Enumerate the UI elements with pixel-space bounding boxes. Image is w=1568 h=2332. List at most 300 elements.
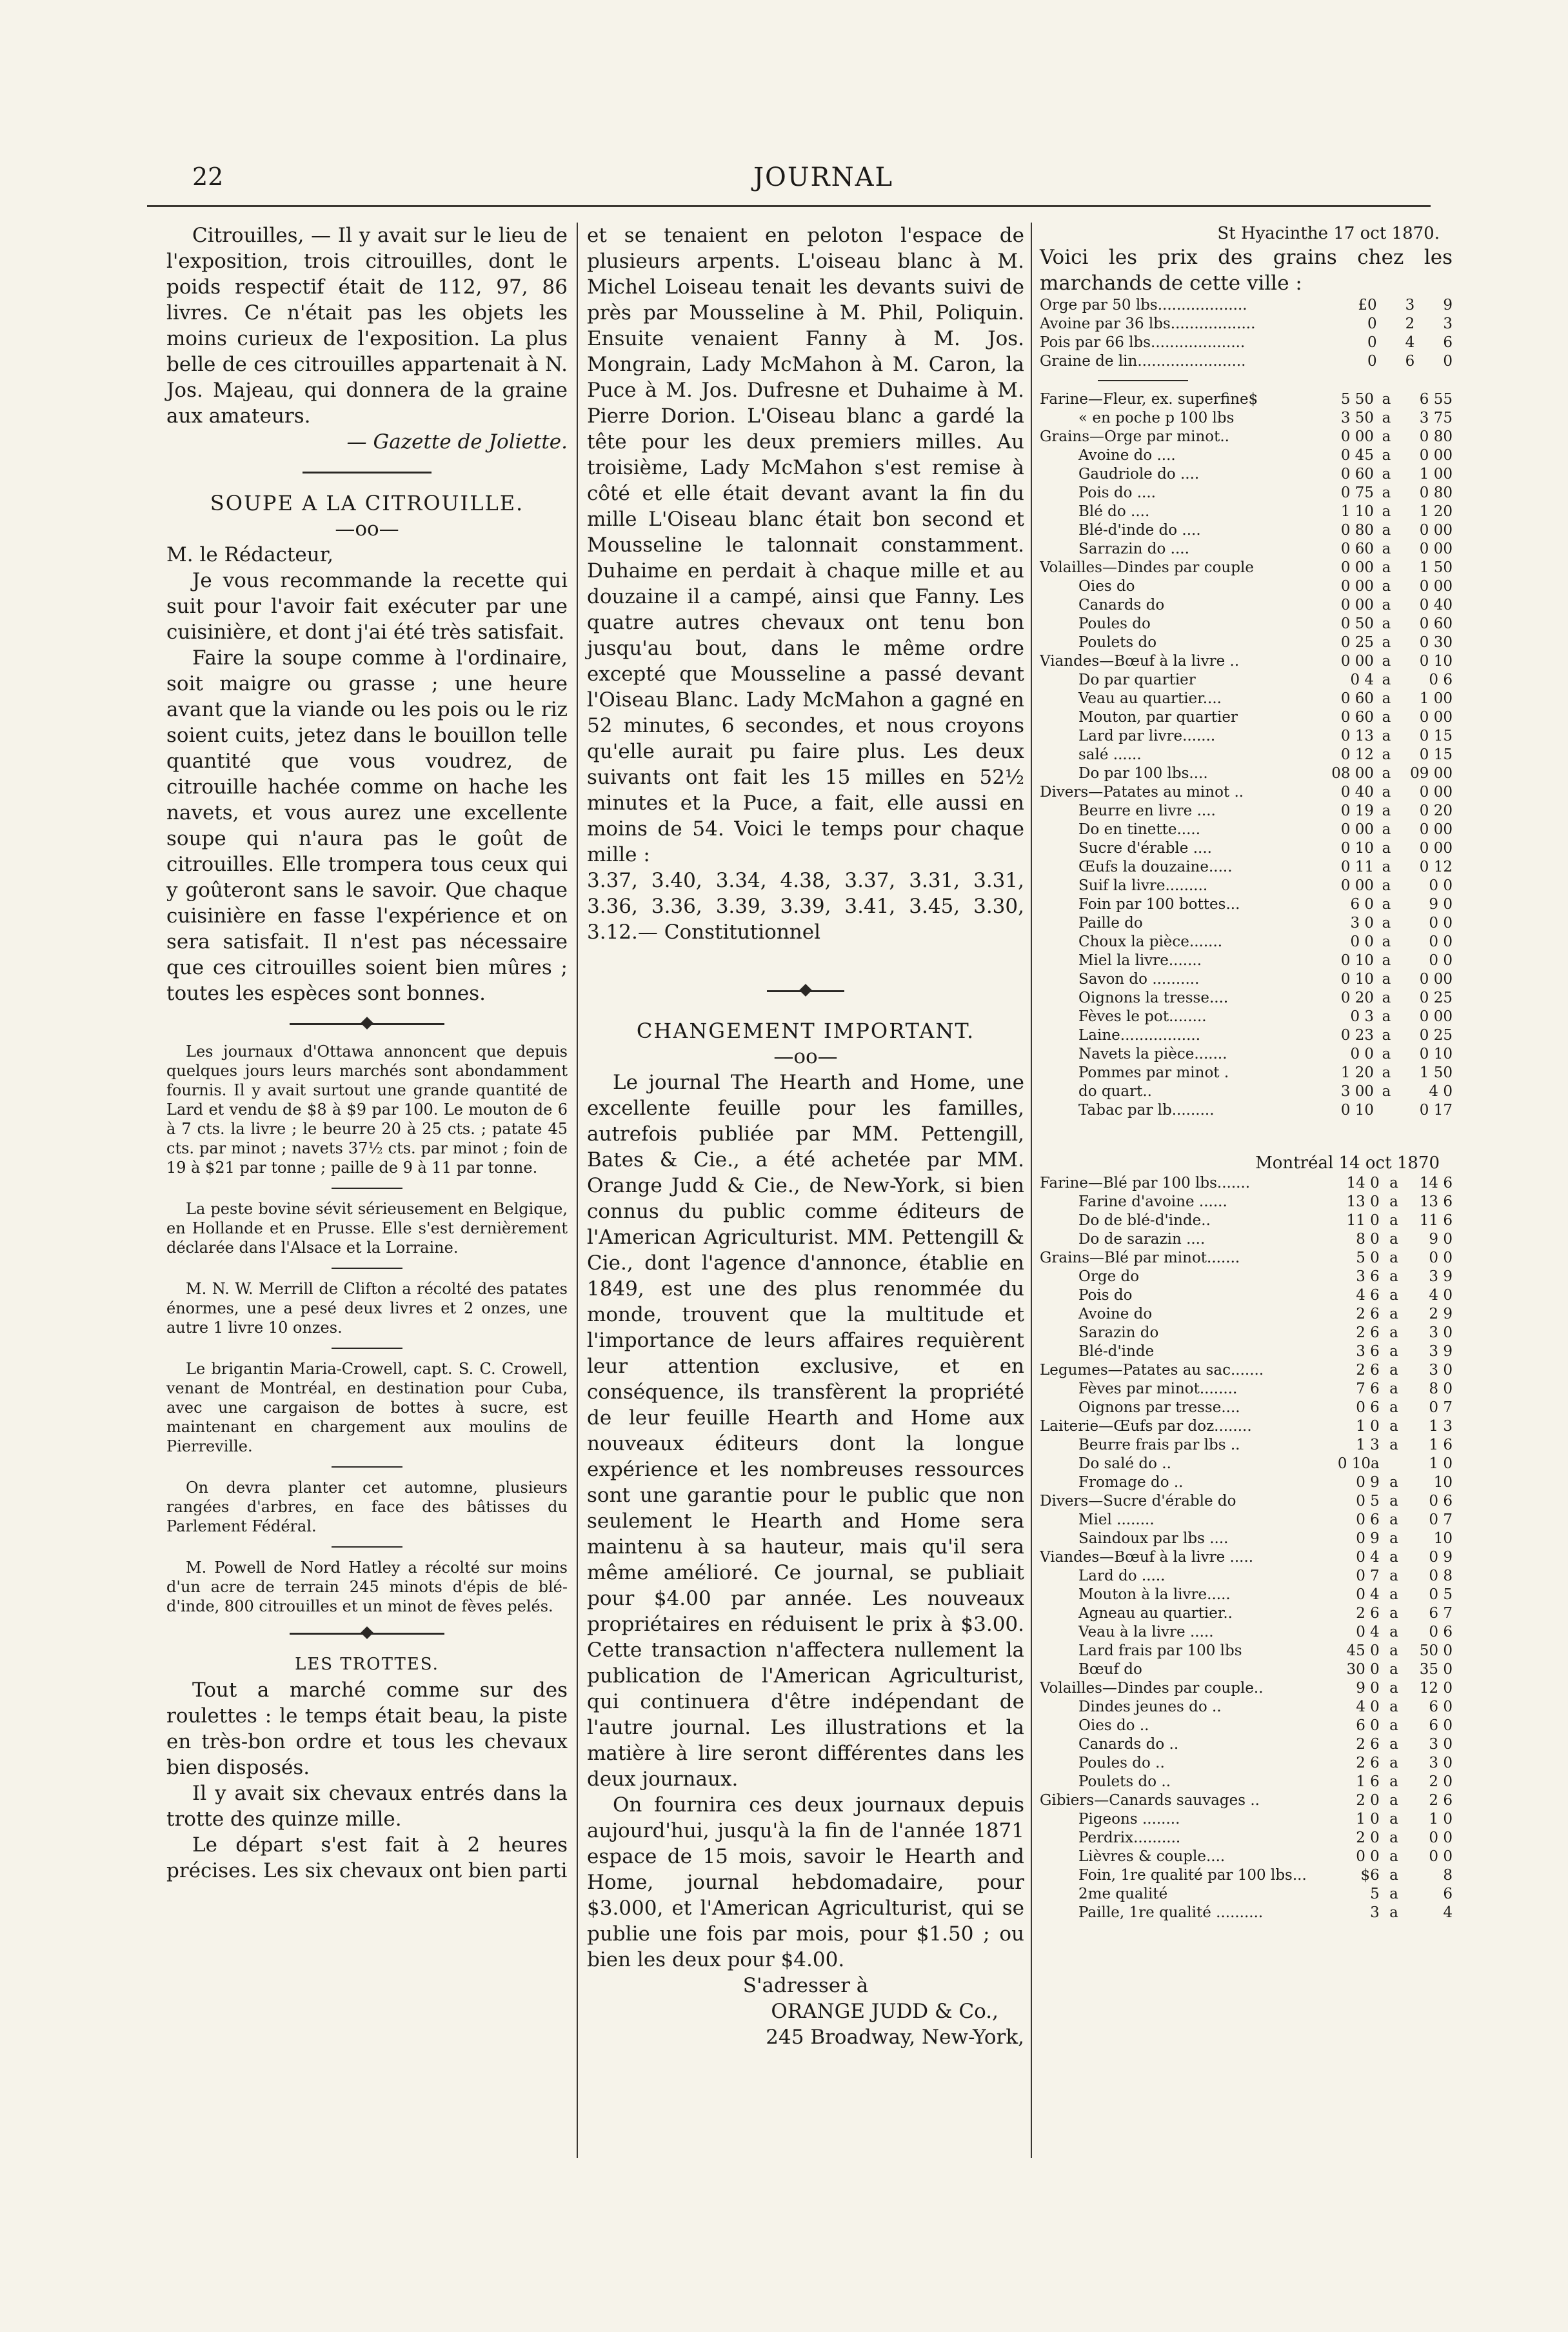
price-value: a <box>1389 1829 1398 1846</box>
article-paragraph: Il y avait six chevaux entrés dans la trotte des quinze mille. <box>166 1782 568 1831</box>
price-row <box>1040 1361 1453 1380</box>
price-row <box>1040 1642 1453 1660</box>
price-value: 0 0 <box>1429 915 1453 932</box>
price-value: 0 23 <box>1340 1027 1374 1044</box>
price-item: Foin par 100 bottes... <box>1078 896 1240 913</box>
title-ornament: —oo— <box>773 1045 838 1068</box>
price-value: 0 0 <box>1350 1046 1374 1062</box>
price-row <box>1040 352 1453 371</box>
price-value: 0 00 <box>1340 578 1374 595</box>
price-value: 0 0 <box>1350 933 1374 950</box>
price-value: 0 15 <box>1419 746 1453 763</box>
price-value: 0 0 <box>1429 1250 1453 1266</box>
separator-rule <box>303 472 432 473</box>
price-row <box>1040 633 1453 652</box>
price-item: Viandes—Bœuf à la livre ..... <box>1040 1549 1254 1566</box>
price-value: 0 80 <box>1340 522 1374 539</box>
price-item: Divers—Sucre d'érable do <box>1040 1493 1236 1510</box>
price-value: 1 0 <box>1429 1811 1453 1828</box>
news-note: La peste bovine sévit sérieusement en Belgique, en Hollande et en Prusse. Elle s'est dernièrement déclarée dans l'Alsace et la Lorraine. <box>166 1200 568 1257</box>
price-row <box>1040 1829 1453 1848</box>
price-value: 0 00 <box>1419 541 1453 557</box>
address-line: 245 Broadway, New-York, <box>766 2026 1024 2049</box>
price-value: 2 6 <box>1356 1605 1380 1622</box>
price-value: 3 9 <box>1429 1343 1453 1360</box>
price-row <box>1040 1530 1453 1548</box>
price-value: 0 00 <box>1419 971 1453 988</box>
price-item: Pois do .... <box>1078 484 1156 501</box>
price-value: 8 0 <box>1429 1380 1453 1397</box>
price-item: Oies do <box>1078 578 1135 595</box>
price-value: 0 00 <box>1340 821 1374 838</box>
article-title: CHANGEMENT IMPORTANT. <box>636 1019 975 1043</box>
price-value: 0 0 <box>1429 952 1453 969</box>
address-line: S'adresser à <box>742 1974 869 1997</box>
price-row <box>1040 1848 1453 1866</box>
price-value: 13 0 <box>1346 1193 1380 1210</box>
price-row <box>1040 877 1453 895</box>
price-value: 0 7 <box>1429 1399 1453 1416</box>
price-value: a <box>1389 1231 1398 1248</box>
price-row <box>1040 1866 1453 1885</box>
price-value: 3 <box>1370 1904 1380 1921</box>
price-item: Miel la livre....... <box>1078 952 1202 969</box>
price-value: 0 9 <box>1429 1549 1453 1566</box>
price-item: Farine—Fleur, ex. superfine$ <box>1040 391 1258 408</box>
price-value: 0 0 <box>1356 1848 1380 1865</box>
price-value: 0 80 <box>1419 484 1453 501</box>
price-value: 0 60 <box>1340 690 1374 707</box>
price-value: a <box>1382 690 1391 707</box>
column-3 <box>1040 223 1453 1922</box>
separator-ornament <box>767 990 844 992</box>
price-value: 1 3 <box>1429 1418 1453 1435</box>
price-item: Orge do <box>1078 1268 1140 1285</box>
price-value: 4 <box>1405 334 1415 351</box>
price-item: Blé-d'inde <box>1078 1343 1155 1360</box>
separator-ornament <box>290 1633 444 1635</box>
price-row <box>1040 952 1453 970</box>
price-item: Poulets do <box>1078 634 1157 651</box>
price-value: 3 0 <box>1429 1324 1453 1341</box>
price-item: Veau à la livre ..... <box>1078 1624 1214 1640</box>
page-number: 22 <box>192 163 224 191</box>
price-value: a <box>1389 1792 1398 1809</box>
price-item: Foin, 1re qualité par 100 lbs... <box>1078 1867 1307 1884</box>
price-value: 6 0 <box>1350 896 1374 913</box>
price-value: a <box>1382 952 1391 969</box>
price-value: 1 0 <box>1429 1455 1453 1472</box>
price-item: Viandes—Bœuf à la livre .. <box>1040 653 1240 670</box>
price-value: 0 00 <box>1340 597 1374 613</box>
price-item: Perdrix.......... <box>1078 1829 1181 1846</box>
price-item: Mouton, par quartier <box>1078 709 1238 726</box>
article-paragraph: et se tenaient en peloton l'espace de plusieurs arpents. L'oiseau blanc à M. Michel Loiseau tenait les devants suivi de près par Mousseline à M. Phil, Poliquin. Ensuite venaient Fanny à M. Jos. Mongrain, Lady McMahon à M. Caron, la Puce à M. Jos. Dufresne et Duhaime à M. Pierre Dorion. L'Oiseau blanc a gardé la tête pour les deux premiers milles. Au troisième, Lady McMahon s'est remise à côté et elle était devant avant la fin du mille L'Oiseau blanc était bon second et Mousseline le talonnait constamment. Duhaime en perdait à chaque mille et au douzaine il a campé, ainsi que Fanny. Les quatre autres chevaux ont tenu bon jusqu'au bout, dans le même ordre excepté que Mousseline a passé devant l'Oiseau Blanc. Lady McMahon a gagné en 52 minutes, 6 secondes, et nous croyons qu'elle aurait pu faire plus. Les deux suivants ont fait les 15 milles en 52½ minutes et la Puce, a fait, elle aussi en moins de 54. Voici le temps pour chaque mille : <box>587 224 1024 866</box>
article-paragraph: Tout a marché comme sur des roulettes : le temps était beau, la piste en très-bon ordre et tous les chevaux bien disposés. <box>166 1679 568 1779</box>
news-note: Les journaux d'Ottawa annoncent que depuis quelques jours leurs marchés sont abondamment fournis. Il y avait surtout une grande quantité de Lard et vendu de $8 à $9 par 100. Le mouton de 6 à 7 cts. la livre ; le beurre 20 à 25 cts. ; patate 45 cts. par minot ; navets 37½ cts. par minot ; foin de 19 à $21 par tonne ; paille de 9 à 11 par tonne. <box>166 1042 568 1177</box>
price-value: 0 10 <box>1340 1102 1374 1119</box>
price-row <box>1040 559 1453 577</box>
price-value: 0 00 <box>1340 653 1374 670</box>
price-row <box>1040 970 1453 989</box>
price-row <box>1040 1064 1453 1082</box>
price-row <box>1040 1623 1453 1642</box>
price-row <box>1040 315 1453 334</box>
price-value: a <box>1389 1324 1398 1341</box>
price-item: Sarrazin do .... <box>1078 541 1189 557</box>
price-value: 0 15 <box>1419 728 1453 744</box>
separator-rule <box>332 1466 402 1468</box>
price-row <box>1040 1548 1453 1567</box>
price-item: Do en tinette..... <box>1078 821 1201 838</box>
column-rule <box>1031 223 1032 2158</box>
price-row <box>1040 1342 1453 1361</box>
price-item: Avoine do <box>1078 1306 1153 1322</box>
separator-rule <box>332 1348 402 1349</box>
salutation: M. le Rédacteur, <box>166 543 333 566</box>
price-item: Paille, 1re qualité .......... <box>1078 1904 1264 1921</box>
price-item: Beurre en livre .... <box>1078 802 1216 819</box>
article-paragraph: Le journal The Hearth and Home, une excellente feuille pour les familles, autrefois publiée par MM. Pettengill, Bates & Cie., a été achetée par MM. Orange Judd & Cie., de New-York, si bien connus du public comme éditeurs de l'American Agriculturist. MM. Pettengill & Cie., dont l'agence d'annonce, établie en 1849, est une des plus renommée du monde, trouvent que la multitude et l'importance de leurs affaires requièrent leur attention exclusive, et en conséquence, ils transfèrent la propriété de leur feuille Hearth and Home aux nouveaux éditeurs dont la longue expérience et les nombreuses ressources sont une garantie pour le public que non seulement le Hearth and Home sera maintenu à sa hauteur, mais qu'il sera même amélioré. Ce journal, se publiait pour $4.00 par année. Les nouveaux propriétaires en réduisent le prix à $3.00. Cette transaction n'affectera nullement la publication de l'American Agriculturist, qui continuera d'être indépendant de l'autre journal. Les illustrations et la matière à lire seront différentes dans les deux journaux. <box>587 1071 1024 1791</box>
price-value: a <box>1389 1193 1398 1210</box>
price-value: 0 6 <box>1356 1511 1380 1528</box>
market-dateline: Montréal 14 oct 1870 <box>1255 1153 1440 1173</box>
price-value: a <box>1389 1343 1398 1360</box>
price-value: a <box>1389 1886 1398 1902</box>
price-row <box>1040 1604 1453 1623</box>
price-row <box>1040 296 1453 315</box>
price-value: a <box>1382 672 1391 688</box>
price-item: Farine d'avoine ...... <box>1078 1193 1227 1210</box>
price-value: 0 60 <box>1340 709 1374 726</box>
price-item: Lard par livre....... <box>1078 728 1216 744</box>
price-value: 4 <box>1443 1904 1453 1921</box>
price-row <box>1040 989 1453 1008</box>
price-row <box>1040 708 1453 727</box>
market-intro: Voici les prix des grains chez les marchands de cette ville : <box>1040 246 1453 295</box>
price-item: Dindes jeunes do .. <box>1078 1699 1222 1715</box>
price-row <box>1040 1436 1453 1455</box>
price-value: 0 00 <box>1419 522 1453 539</box>
price-item: Avoine par 36 lbs.................. <box>1040 315 1256 332</box>
running-title: JOURNAL <box>753 163 894 192</box>
price-value: 0 4 <box>1350 672 1374 688</box>
price-item: Gibiers—Canards sauvages .. <box>1040 1792 1260 1809</box>
price-row <box>1040 671 1453 690</box>
price-value: 1 0 <box>1356 1418 1380 1435</box>
price-item: Canards do <box>1078 597 1165 613</box>
price-value: 10 <box>1433 1530 1453 1547</box>
price-value: 50 0 <box>1419 1642 1453 1659</box>
price-item: Blé-d'inde do .... <box>1078 522 1201 539</box>
price-value: a <box>1382 503 1391 520</box>
price-row <box>1040 933 1453 952</box>
price-item: Do par 100 lbs.... <box>1078 765 1208 782</box>
price-item: Grains—Blé par minot....... <box>1040 1250 1240 1266</box>
article-source: — Gazette de Joliette. <box>346 430 568 453</box>
price-value: 0 60 <box>1419 615 1453 632</box>
price-value: a <box>1389 1755 1398 1771</box>
price-value: 0 9 <box>1356 1530 1380 1547</box>
column-1 <box>166 223 568 1884</box>
column-rule <box>577 223 578 2158</box>
price-value: 5 50 <box>1340 391 1374 408</box>
price-value: a <box>1382 1008 1391 1025</box>
price-value: 0 6 <box>1429 1624 1453 1640</box>
price-row <box>1040 1286 1453 1305</box>
price-value: 0 50 <box>1340 615 1374 632</box>
price-value: 3 <box>1443 315 1453 332</box>
price-row <box>1040 1735 1453 1754</box>
price-value: a <box>1389 1624 1398 1640</box>
price-value: a <box>1389 1437 1398 1453</box>
price-value: 0 00 <box>1340 559 1374 576</box>
page-header <box>147 163 1418 195</box>
price-value: 0 0 <box>1429 1848 1453 1865</box>
price-value: 1 20 <box>1419 503 1453 520</box>
price-item: Oignons la tresse.... <box>1078 990 1229 1006</box>
price-value: 1 0 <box>1356 1811 1380 1828</box>
price-item: « en poche p 100 lbs <box>1078 410 1235 426</box>
price-item: do quart.. <box>1078 1083 1152 1100</box>
price-value: a <box>1389 1511 1398 1528</box>
price-value: 1 50 <box>1419 1064 1453 1081</box>
price-row <box>1040 914 1453 933</box>
price-row <box>1040 1660 1453 1679</box>
price-value: 1 00 <box>1419 690 1453 707</box>
price-value: 0 40 <box>1340 784 1374 801</box>
price-value: 0 19 <box>1340 802 1374 819</box>
price-value: 0 00 <box>1419 784 1453 801</box>
price-item: Sucre d'érable .... <box>1078 840 1212 857</box>
price-item: Pois par 66 lbs.................... <box>1040 334 1245 351</box>
price-row <box>1040 503 1453 521</box>
price-item: Miel ........ <box>1078 1511 1155 1528</box>
price-value: 6 55 <box>1419 391 1453 408</box>
price-value: 0 7 <box>1429 1511 1453 1528</box>
price-value: 0 11 <box>1340 859 1374 875</box>
price-item: Pommes par minot . <box>1078 1064 1229 1081</box>
price-value: 0 10 <box>1419 653 1453 670</box>
price-value: a <box>1389 1530 1398 1547</box>
article-paragraph: Le départ s'est fait à 2 heures précises. Les six chevaux ont bien parti <box>166 1833 568 1882</box>
price-item: Graine de lin....................... <box>1040 353 1246 370</box>
price-row <box>1040 821 1453 839</box>
price-value: 0 17 <box>1419 1102 1453 1119</box>
price-item: Poulets do .. <box>1078 1773 1171 1790</box>
price-value: a <box>1382 784 1391 801</box>
news-note: On devra planter cet automne, plusieurs rangées d'arbres, en face des bâtisses du Parlement Fédéral. <box>166 1479 568 1535</box>
price-row <box>1040 783 1453 802</box>
price-value: 8 0 <box>1356 1231 1380 1248</box>
price-value: 0 75 <box>1340 484 1374 501</box>
price-row <box>1040 1101 1453 1120</box>
price-value: a <box>1389 1493 1398 1510</box>
price-value: 6 <box>1405 353 1415 370</box>
price-item: Veau au quartier.... <box>1078 690 1222 707</box>
price-item: 2me qualité <box>1078 1886 1168 1902</box>
price-item: Agneau au quartier.. <box>1078 1605 1233 1622</box>
price-value: 2 6 <box>1356 1362 1380 1379</box>
price-value: 35 0 <box>1419 1661 1453 1678</box>
price-item: Oies do .. <box>1078 1717 1149 1734</box>
price-value: a <box>1382 653 1391 670</box>
price-value: 0 10a <box>1337 1455 1380 1472</box>
price-value: 2 <box>1405 315 1415 332</box>
price-item: Sarazin do <box>1078 1324 1159 1341</box>
price-value: 0 9 <box>1356 1474 1380 1491</box>
price-value: a <box>1389 1212 1398 1229</box>
price-value: 9 0 <box>1429 1231 1453 1248</box>
price-item: Lard frais par 100 lbs <box>1078 1642 1242 1659</box>
price-row <box>1040 1455 1453 1473</box>
price-value: 2 9 <box>1429 1306 1453 1322</box>
price-value: 0 25 <box>1419 990 1453 1006</box>
price-value: 0 45 <box>1340 447 1374 464</box>
price-value: 2 0 <box>1356 1792 1380 1809</box>
price-value: a <box>1382 391 1391 408</box>
price-item: Fèves par minot........ <box>1078 1380 1238 1397</box>
article-paragraph: Je vous recommande la recette qui suit pour l'avoir fait exécuter par une cuisinière, et dont j'ai été très satisfait. <box>166 569 568 644</box>
price-value: 0 00 <box>1419 840 1453 857</box>
news-note: M. Powell de Nord Hatley a récolté sur moins d'un acre de terrain 245 minots d'épis de blé-d'inde, 800 citrouilles et un minot de fèves pelés. <box>166 1559 568 1615</box>
price-value: a <box>1382 802 1391 819</box>
price-item: Do de blé-d'inde.. <box>1078 1212 1211 1229</box>
price-item: Laiterie—Œufs par doz........ <box>1040 1418 1252 1435</box>
price-item: Pois do <box>1078 1287 1133 1304</box>
price-value: 0 <box>1443 353 1453 370</box>
address-line: ORANGE JUDD & Co., <box>771 2000 998 2023</box>
price-value: 6 7 <box>1429 1605 1453 1622</box>
price-value: a <box>1382 1046 1391 1062</box>
price-value: 1 6 <box>1356 1773 1380 1790</box>
price-row <box>1040 746 1453 764</box>
price-row <box>1040 1268 1453 1286</box>
price-value: 12 0 <box>1419 1680 1453 1697</box>
price-value: a <box>1389 1605 1398 1622</box>
price-item: Farine—Blé par 100 lbs....... <box>1040 1175 1251 1191</box>
price-value: 6 <box>1443 1886 1453 1902</box>
price-value: a <box>1382 1064 1391 1081</box>
price-row <box>1040 1773 1453 1791</box>
price-value: 2 6 <box>1356 1306 1380 1322</box>
price-value: 0 5 <box>1429 1586 1453 1603</box>
price-value: a <box>1382 821 1391 838</box>
price-value: 10 <box>1433 1474 1453 1491</box>
price-value: 0 25 <box>1419 1027 1453 1044</box>
price-row <box>1040 596 1453 615</box>
price-row <box>1040 1305 1453 1324</box>
article-title: LES TROTTES. <box>295 1655 439 1674</box>
price-value: a <box>1382 859 1391 875</box>
price-value: 0 00 <box>1419 1008 1453 1025</box>
price-value: 9 <box>1443 297 1453 314</box>
price-value: 45 0 <box>1346 1642 1380 1659</box>
price-value: 0 00 <box>1340 877 1374 894</box>
price-value: a <box>1382 971 1391 988</box>
price-value: a <box>1389 1717 1398 1734</box>
price-value: £0 <box>1358 297 1377 314</box>
price-value: 0 00 <box>1340 428 1374 445</box>
price-value: 4 0 <box>1429 1287 1453 1304</box>
price-value: a <box>1389 1474 1398 1491</box>
price-value: a <box>1389 1680 1398 1697</box>
price-value: a <box>1382 634 1391 651</box>
price-value: a <box>1389 1867 1398 1884</box>
price-item: Fèves le pot........ <box>1078 1008 1207 1025</box>
price-item: Do par quartier <box>1078 672 1196 688</box>
price-value: 14 0 <box>1346 1175 1380 1191</box>
price-row <box>1040 484 1453 503</box>
price-item: Mouton à la livre..... <box>1078 1586 1231 1603</box>
price-row <box>1040 1249 1453 1268</box>
price-row <box>1040 446 1453 465</box>
price-value: 2 0 <box>1429 1773 1453 1790</box>
price-value: a <box>1382 615 1391 632</box>
news-note: Le brigantin Maria-Crowell, capt. S. C. Crowell, venant de Montréal, en destination pour Cuba, avec une cargaison de bottes à sucre, est maintenant en chargement aux moulins de Pierreville. <box>166 1360 568 1455</box>
header-rule <box>147 205 1431 207</box>
price-value: 6 0 <box>1429 1699 1453 1715</box>
price-row <box>1040 1810 1453 1829</box>
price-value: 0 12 <box>1419 859 1453 875</box>
price-item: Volailles—Dindes par couple.. <box>1040 1680 1264 1697</box>
price-row <box>1040 1791 1453 1810</box>
price-value: 0 60 <box>1340 466 1374 483</box>
price-value: 11 0 <box>1346 1212 1380 1229</box>
price-value: a <box>1382 840 1391 857</box>
price-item: Canards do .. <box>1078 1736 1179 1753</box>
price-row <box>1040 652 1453 671</box>
price-value: 1 50 <box>1419 559 1453 576</box>
price-value: 11 6 <box>1419 1212 1453 1229</box>
separator-ornament <box>290 1023 444 1025</box>
price-value: a <box>1389 1586 1398 1603</box>
price-value: a <box>1389 1268 1398 1285</box>
price-value: 0 3 <box>1350 1008 1374 1025</box>
price-item: Divers—Patates au minot .. <box>1040 784 1244 801</box>
price-value: 13 6 <box>1419 1193 1453 1210</box>
price-value: 0 20 <box>1340 990 1374 1006</box>
price-value: a <box>1389 1568 1398 1584</box>
price-value: a <box>1382 522 1391 539</box>
market-price-table <box>1040 1174 1453 1922</box>
price-row <box>1040 1211 1453 1230</box>
price-row <box>1040 1473 1453 1492</box>
price-value: a <box>1389 1848 1398 1865</box>
separator-rule <box>332 1546 402 1548</box>
price-value: 0 12 <box>1340 746 1374 763</box>
price-row <box>1040 839 1453 858</box>
price-value: 3 0 <box>1429 1736 1453 1753</box>
price-item: Oignons par tresse.... <box>1078 1399 1240 1416</box>
article-title: SOUPE A LA CITROUILLE. <box>210 491 524 515</box>
price-value: 8 <box>1443 1867 1453 1884</box>
price-row <box>1040 1586 1453 1604</box>
price-value: 0 25 <box>1340 634 1374 651</box>
price-row <box>1040 1174 1453 1193</box>
price-value: 0 40 <box>1419 597 1453 613</box>
price-value: 0 10 <box>1340 971 1374 988</box>
price-item: Œufs la douzaine..... <box>1078 859 1233 875</box>
price-row <box>1040 1008 1453 1026</box>
price-value: 0 5 <box>1356 1493 1380 1510</box>
price-value: 7 6 <box>1356 1380 1380 1397</box>
price-row <box>1040 1904 1453 1922</box>
price-row <box>1040 1399 1453 1417</box>
price-row <box>1040 1754 1453 1773</box>
price-value: a <box>1389 1175 1398 1191</box>
price-value: 0 4 <box>1356 1624 1380 1640</box>
